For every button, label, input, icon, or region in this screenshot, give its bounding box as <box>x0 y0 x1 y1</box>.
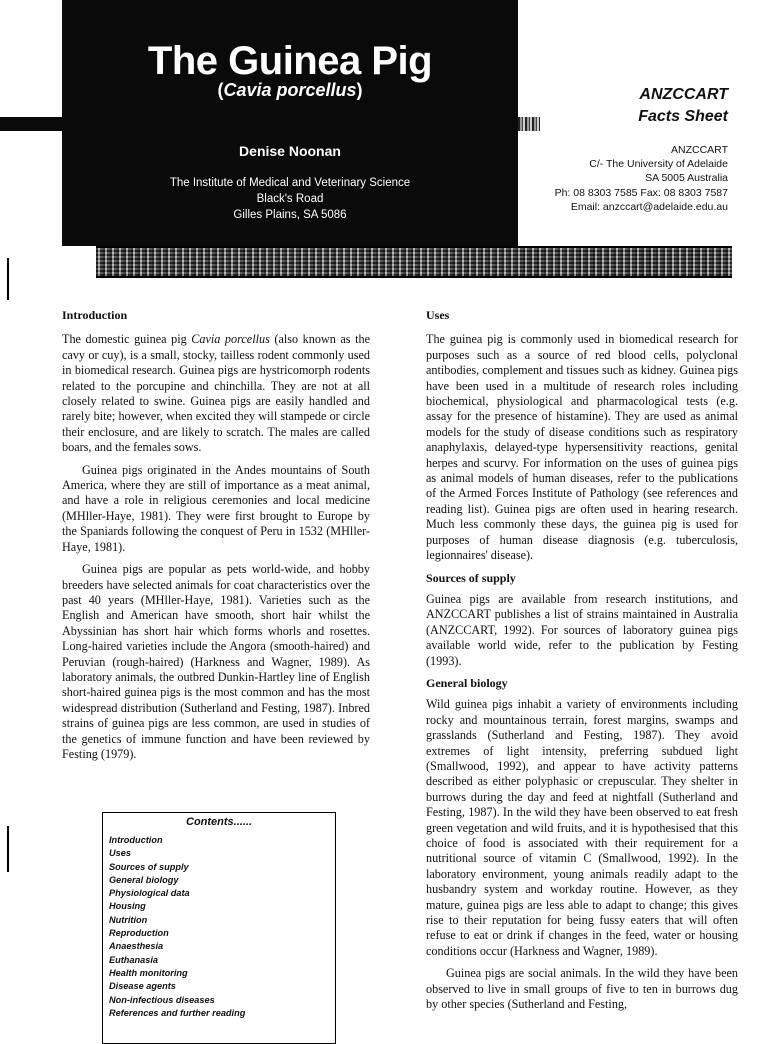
subtitle-open-paren: ( <box>217 80 224 100</box>
subtitle-close-paren: ) <box>356 80 363 100</box>
author-name: Denise Noonan <box>239 143 341 159</box>
uses-heading: Uses <box>426 308 450 322</box>
contents-item-references: References and further reading <box>109 1007 246 1018</box>
page-subtitle <box>62 80 518 101</box>
margin-mark <box>7 258 9 300</box>
contents-item-non-infectious: Non-infectious diseases <box>109 994 215 1005</box>
page-title: The Guinea Pig <box>147 39 433 83</box>
contents-item-housing: Housing <box>109 901 146 912</box>
address-phone-fax: Ph: 08 8303 7585 Fax: 08 8303 7587 <box>554 186 728 199</box>
text-run: The domestic guinea pig <box>62 332 192 347</box>
contents-item-introduction: Introduction <box>109 835 163 845</box>
right-column <box>426 308 738 1019</box>
anzccart-title-block <box>638 84 728 128</box>
text-run: (also known as the cavy or cuy), is a small, stocky, tailless rodent commonly used in biomedical research. Guinea pigs are hystricomorph rodents related to the porcupine and chinchilla. They are not at all closely related to swine. Guinea pigs are easily handled and rarely bite; however, when excited they will stampede or circle their enclosure, and are likely to scratch. The males are called boars, and the females sows. <box>62 332 370 455</box>
contents-item-uses: Uses <box>109 848 131 859</box>
contents-item-euthanasia: Euthanasia <box>109 954 159 965</box>
anzccart-address <box>555 143 728 214</box>
decorative-stripe-bottom <box>96 246 732 278</box>
introduction-paragraph <box>62 332 370 455</box>
general-biology-paragraph: Wild guinea pigs inhabit a variety of environments including rocky and mountainous terrain, forest margins, swamps and grasslands (Sutherland and Festing, 1987). They avoid extremes of light intensity, preferring subdued light (Smallwood, 1992), and appear to have activity patterns described as either polyphasic or crepuscular. They shelter in burrows during the day and feed at nightfall (Sutherland and Festing, 1987). In the wild they have been observed to eat fresh green vegetation and wild fruits, and it is hypothesised that this choice of food is associated with their requirement for a nutritional source of vitamin C (Smallwood, 1992). In the laboratory environment, young animals readily adapt to the husbandry system and workday routine. However, as they mature, guinea pigs are less able to adapt to change; this gives rise to their reputation for being fussy eaters that will often refuse to eat or drink if changes in the feed, water or housing conditions occur (Harkness and Wagner, 1989). <box>426 697 738 958</box>
title-banner <box>62 0 518 246</box>
varieties-paragraph: Guinea pigs are popular as pets world-wide, and hobby breeders have selected animals for coat characteristics over the past 40 years (MHller-Haye, 1981). Varieties such as the English and American have smooth, short hair whilst the Abyssinian has short hair which forms whorls and rosettes. Long-haired varieties include the Angora (smooth-haired) and Peruvian (rough-haired) (Harkness and Wagner, 1989). As laboratory animals, the outbred Dunkin-Hartley line of English short-haired guinea pigs is the most common and has the most widespread distribution (Sutherland and Festing, 1987). Inbred strains of guinea pigs are less common, are used in studies of the genetics of immune function and have been reviewed by Festing (1979). <box>62 562 370 761</box>
contents-item-sources: Sources of supply <box>109 861 189 872</box>
institution-line: The Institute of Medical and Veterinary Science <box>169 177 411 189</box>
contents-item-anaesthesia: Anaesthesia <box>109 941 164 952</box>
sources-paragraph: Guinea pigs are available from research institutions, and ANZCCART publishes a list of strains maintained in Australia (ANZCCART, 1992). For sources of laboratory guinea pigs available world wide, refer to the publication by Festing (1993). <box>426 591 738 668</box>
contents-list <box>103 834 335 1020</box>
sources-heading: Sources of supply <box>426 570 516 585</box>
institution-line: Gilles Plains, SA 5086 <box>233 209 347 221</box>
address-line: ANZCCART <box>671 144 728 156</box>
institution-line: Black's Road <box>256 193 324 205</box>
social-paragraph: Guinea pigs are social animals. In the wild they have been observed to live in small groups of five to ten in burrows dug by other species (Sutherland and Festing, <box>426 966 738 1012</box>
introduction-heading: Introduction <box>62 308 128 322</box>
facts-sheet-title: Facts Sheet <box>638 108 728 125</box>
contents-item-health-monitoring: Health monitoring <box>109 967 188 978</box>
left-column <box>62 308 370 769</box>
contents-item-nutrition: Nutrition <box>109 914 148 925</box>
contents-box <box>102 812 336 1044</box>
contents-item-general-biology: General biology <box>109 874 179 885</box>
origin-paragraph: Guinea pigs originated in the Andes mountains of South America, where they are still of importance as a meat animal, and have a role in religious ceremonies and local medicine (MHller-Haye, 1981). They were first brought to Europe by the Spaniards following the conquest of Peru in 1532 (MHller-Haye, 1981). <box>62 462 370 554</box>
contents-item-disease-agents: Disease agents <box>109 981 176 992</box>
contents-item-reproduction: Reproduction <box>109 928 169 939</box>
author-institution <box>62 175 518 223</box>
address-email: Email: anzccart@adelaide.edu.au <box>570 200 728 213</box>
general-biology-heading: General biology <box>426 675 508 690</box>
contents-item-physiological-data: Physiological data <box>109 888 190 899</box>
contents-title: Contents...... <box>186 816 252 828</box>
decorative-stripe-top-edge <box>0 117 62 131</box>
address-line: SA 5005 Australia <box>645 172 728 185</box>
anzccart-title: ANZCCART <box>639 86 728 103</box>
subtitle-latin-name: Cavia porcellus <box>223 80 357 100</box>
latin-name: Cavia porcellus <box>191 332 270 347</box>
margin-mark <box>7 826 9 872</box>
address-line: C/- The University of Adelaide <box>589 158 728 171</box>
uses-paragraph: The guinea pig is commonly used in biomedical research for purposes such as a source of red blood cells, polyclonal antibodies, complement and tissues such as kidney. Guinea pigs have been used in a multitude of research roles including biochemical, physiological and pharmacological tests (e.g. assay for the presence of histamine). They are used as animal models for the study of disease conditions such as respiratory anaphylaxis, delayed-type hypersensitivity reactions, genital herpes and scurvy. For information on the uses of guinea pigs as animal models of human diseases, refer to the publications of the Armed Forces Institute of Pathology (see references and reading list). Guinea pigs are often used in hearing research. Much less commonly these days, the guinea pig is used for purposes of human disease diagnosis (e.g. tuberculosis, legionnaires' disease). <box>426 332 738 563</box>
